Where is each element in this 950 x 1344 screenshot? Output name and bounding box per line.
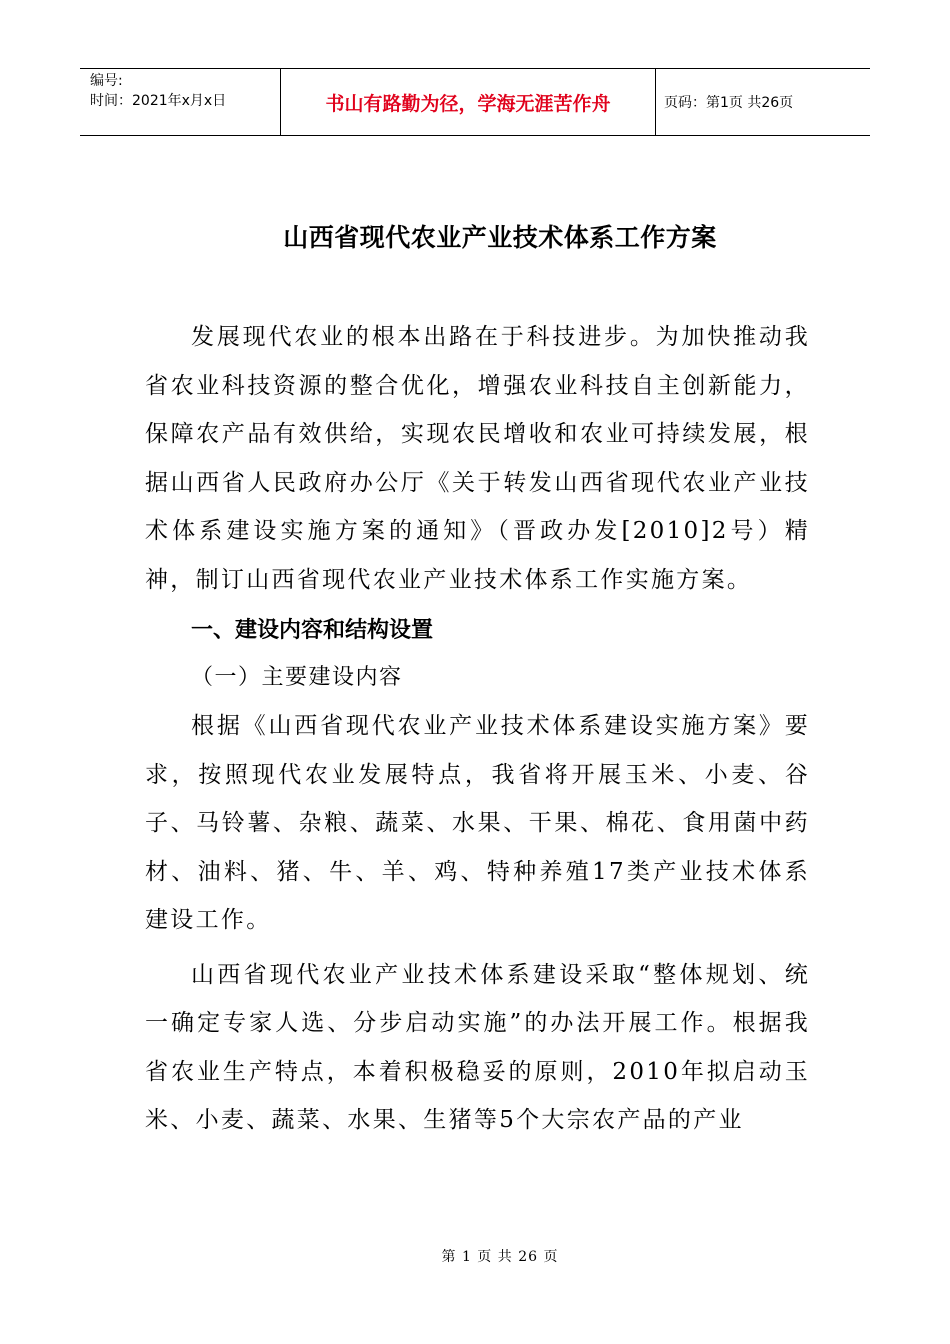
section-heading: 一、建设内容和结构设置 (191, 618, 434, 643)
content-paragraph: 根据《山西省现代农业产业技术体系建设实施方案》要求，按照现代农业发展特点，我省将开展玉米、小麦、谷子、马铃薯、杂粮、蔬菜、水果、干果、棉花、食用菌中药材、油料、猪、牛、羊、鸡、特种养殖17类产业技术体系建设工作。 (145, 713, 810, 933)
page-footer: 第 1 页 共 26 页 (441, 1249, 559, 1265)
document-number-label: 编号: (90, 73, 123, 89)
document-body (145, 313, 810, 1145)
page-header (80, 68, 870, 136)
document-time-label: 时间：2021年x月x日 (90, 93, 227, 109)
subsection-heading: （一）主要建设内容 (191, 665, 403, 690)
document-title: 山西省现代农业产业技术体系工作方案 (283, 223, 717, 252)
header-motto: 书山有路勤为径，学海无涯苦作舟 (281, 69, 656, 135)
header-meta-cell (80, 69, 281, 135)
plan-paragraph: 山西省现代农业产业技术体系建设采取“整体规划、统一确定专家人选、分步启动实施”的办法开展工作。根据我省农业生产特点，本着积极稳妥的原则，2010年拟启动玉米、小麦、蔬菜、水果、生猪等5个大宗农产品的产业 (145, 961, 810, 1133)
header-page-number: 页码：第1页 共26页 (664, 95, 794, 111)
intro-paragraph: 发展现代农业的根本出路在于科技进步。为加快推动我省农业科技资源的整合优化，增强农业科技自主创新能力，保障农产品有效供给，实现农民增收和农业可持续发展，根据山西省人民政府办公厅《关于转发山西省现代农业产业技术体系建设实施方案的通知》（晋政办发[2010]2号）精神，制订山西省现代农业产业技术体系工作实施方案。 (145, 324, 810, 593)
